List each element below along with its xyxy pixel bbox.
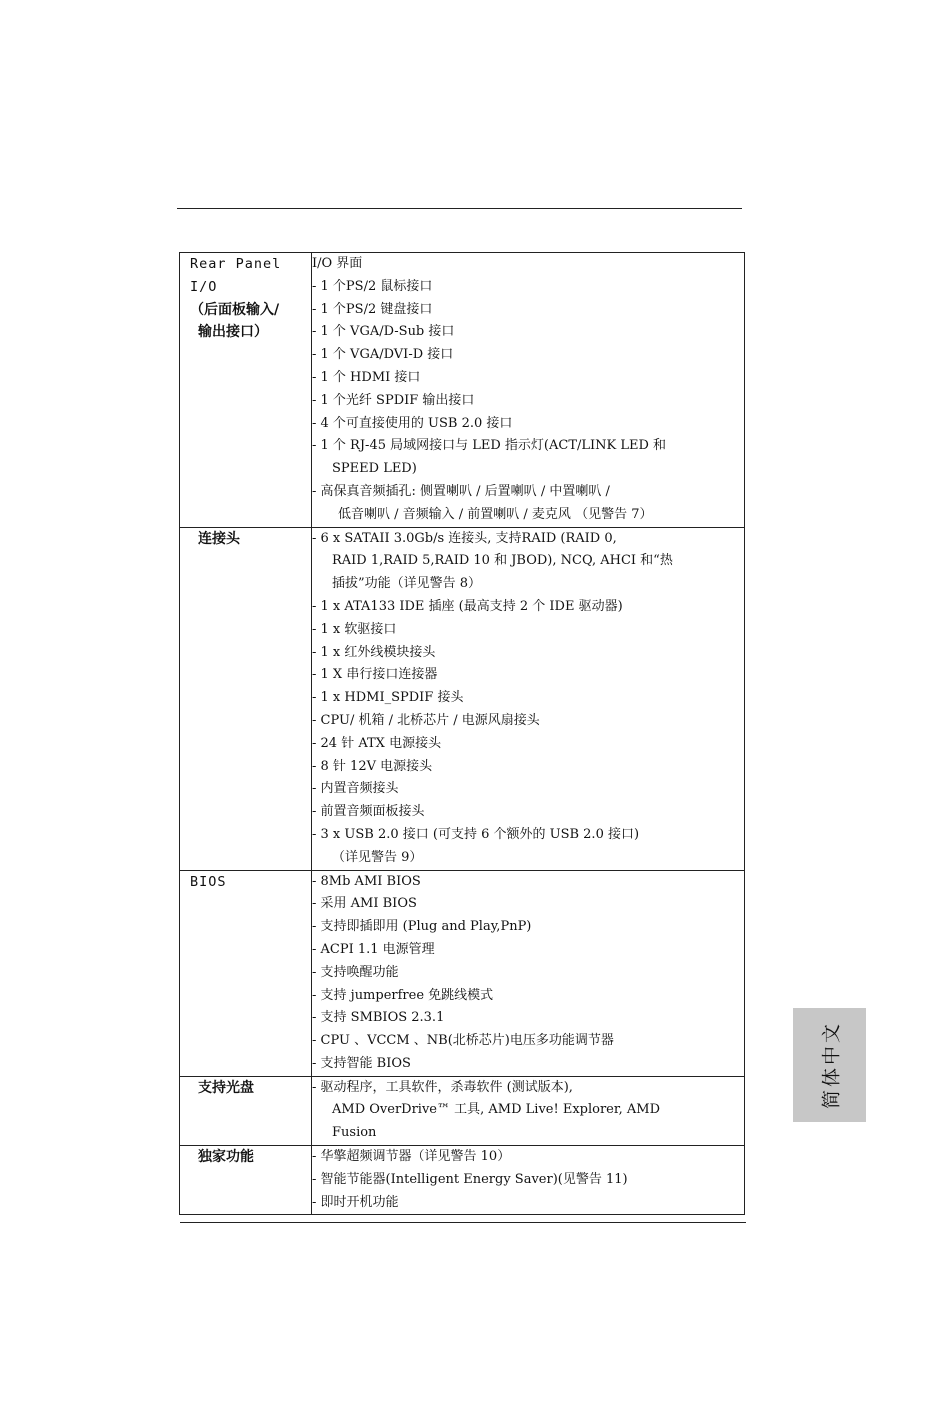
language-tab-label: 简体中文 xyxy=(820,1020,842,1110)
language-tab xyxy=(793,1008,866,1122)
spec-line: - 支持 SMBIOS 2.3.1 xyxy=(312,1010,445,1026)
spec-value-cell xyxy=(312,870,745,1076)
spec-line: - 1 个PS/2 鼠标接口 xyxy=(312,278,433,294)
spec-line: - 1 个PS/2 键盘接口 xyxy=(312,301,433,317)
spec-label-cell xyxy=(180,870,312,1076)
spec-line: - 即时开机功能 xyxy=(312,1194,399,1210)
spec-line: - 24 针 ATX 电源接头 xyxy=(312,735,442,751)
spec-line: SPEED LED) xyxy=(332,461,417,477)
spec-line: - 1 个 VGA/DVI-D 接口 xyxy=(312,347,454,363)
spec-line: - 1 个 HDMI 接口 xyxy=(312,369,421,385)
spec-line: - 4 个可直接使用的 USB 2.0 接口 xyxy=(312,415,513,431)
spec-row-bios xyxy=(180,870,745,1076)
spec-line: 低音喇叭 / 音频输入 / 前置喇叭 / 麦克风 （见警告 7） xyxy=(338,506,653,522)
spec-line: - 1 个光纤 SPDIF 输出接口 xyxy=(312,392,475,408)
spec-value-cell xyxy=(312,1076,745,1145)
spec-label-cell xyxy=(180,527,312,870)
spec-line: AMD OverDrive™ 工具, AMD Live! Explorer, AMD xyxy=(332,1102,661,1118)
spec-label-cell xyxy=(180,253,312,528)
spec-line: - ACPI 1.1 电源管理 xyxy=(312,941,435,957)
spec-label-line: 支持光盘 xyxy=(198,1079,254,1096)
spec-line: - 1 个 VGA/D-Sub 接口 xyxy=(312,324,455,340)
spec-row-support-cd xyxy=(180,1076,745,1145)
spec-row-rear-panel-io xyxy=(180,253,745,528)
spec-line: - 支持智能 BIOS xyxy=(312,1055,411,1071)
spec-label-line: BIOS xyxy=(190,873,227,890)
spec-line: - CPU/ 机箱 / 北桥芯片 / 电源风扇接头 xyxy=(312,712,540,728)
spec-line: - 采用 AMI BIOS xyxy=(312,896,417,912)
spec-label-line: 输出接口） xyxy=(198,324,268,341)
spec-row-unique-features xyxy=(180,1146,745,1215)
spec-label-line: 独家功能 xyxy=(198,1149,254,1166)
header-rule xyxy=(177,208,742,209)
footer-rule xyxy=(180,1222,746,1223)
spec-line: - 8 针 12V 电源接头 xyxy=(312,758,433,774)
spec-line: - 支持唤醒功能 xyxy=(312,964,399,980)
spec-line: 插拔”功能（详见警告 8） xyxy=(332,576,482,592)
spec-line: - 1 个 RJ-45 局域网接口与 LED 指示灯(ACT/LINK LED 和 xyxy=(312,438,667,454)
spec-line: - 支持即插即用 (Plug and Play,PnP) xyxy=(312,919,532,935)
spec-line: - 华擎超频调节器（详见警告 10） xyxy=(312,1149,511,1165)
spec-label-cell xyxy=(180,1076,312,1145)
spec-value-cell xyxy=(312,1146,745,1215)
spec-line: I/O 界面 xyxy=(312,256,363,271)
spec-value-cell xyxy=(312,253,745,528)
spec-line: - CPU 、VCCM 、NB(北桥芯片)电压多功能调节器 xyxy=(312,1033,614,1049)
spec-line: - 1 x ATA133 IDE 插座 (最高支持 2 个 IDE 驱动器) xyxy=(312,598,623,614)
spec-line: - 支持 jumperfree 免跳线模式 xyxy=(312,987,494,1003)
spec-line: - 6 x SATAII 3.0Gb/s 连接头, 支持RAID (RAID 0, xyxy=(312,530,617,546)
spec-line: - 1 x 软驱接口 xyxy=(312,621,397,637)
spec-label-line: Rear Panel xyxy=(190,256,282,272)
spec-row-connectors xyxy=(180,527,745,870)
spec-line: - 1 X 串行接口连接器 xyxy=(312,667,438,683)
spec-label-line: （后面板输入/ xyxy=(190,301,280,318)
specification-table xyxy=(179,252,745,1215)
spec-line: - 1 x 红外线模块接头 xyxy=(312,644,436,660)
spec-line: - 智能节能器(Intelligent Energy Saver)(见警告 11) xyxy=(312,1171,628,1187)
spec-label-cell xyxy=(180,1146,312,1215)
spec-line: - 1 x HDMI_SPDIF 接头 xyxy=(312,690,464,706)
spec-line: Fusion xyxy=(332,1125,377,1141)
spec-line: RAID 1,RAID 5,RAID 10 和 JBOD), NCQ, AHCI 和“热 xyxy=(332,553,673,569)
spec-line: - 驱动程序，工具软件，杀毒软件 (测试版本), xyxy=(312,1079,573,1095)
spec-line: - 前置音频面板接头 xyxy=(312,804,425,820)
spec-line: - 高保真音频插孔: 侧置喇叭 / 后置喇叭 / 中置喇叭 / xyxy=(312,483,610,499)
spec-line: - 3 x USB 2.0 接口 (可支持 6 个额外的 USB 2.0 接口) xyxy=(312,826,640,842)
spec-line: - 内置音频接头 xyxy=(312,781,399,797)
spec-label-line: I/O xyxy=(190,278,218,295)
spec-line: （详见警告 9） xyxy=(332,849,423,865)
spec-line: - 8Mb AMI BIOS xyxy=(312,873,421,889)
spec-value-cell xyxy=(312,527,745,870)
spec-label-line: 连接头 xyxy=(198,530,240,547)
